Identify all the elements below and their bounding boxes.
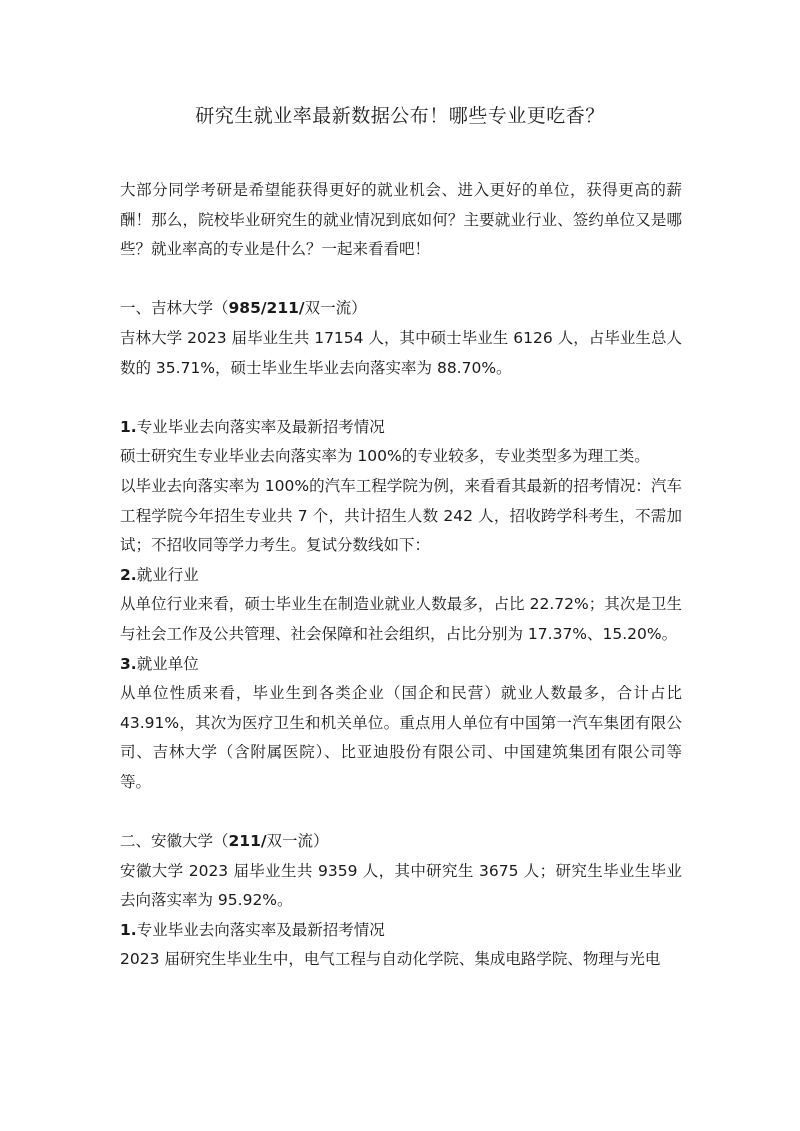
section1-sub3-title: 就业单位 xyxy=(136,654,199,673)
section1-sub1-paragraph-1: 硕士研究生专业毕业去向落实率为 100%的专业较多，专业类型多为理工类。 xyxy=(120,447,650,466)
spacer xyxy=(120,797,682,827)
section1-sub1-paragraph-2: 以毕业去向落实率为 100%的汽车工程学院为例，来看看其最新的招考情况：汽车工程学院今年招生专业共 7 个，共计招生人数 242 人，招收跨学科考生，不需加试；不招收同等学力考生。复试分数线如下： xyxy=(120,476,682,555)
section1-sub1-heading xyxy=(120,413,682,443)
section1-sub3-paragraph: 从单位性质来看，毕业生到各类企业（国企和民营）就业人数最多，合计占比 43.91%，其次为医疗卫生和机关单位。重点用人单位有中国第一汽车集团有限公司、吉林大学（含附属医院）、比亚迪股份有限公司、中国建筑集团有限公司等等。 xyxy=(120,684,682,791)
document-body xyxy=(120,176,682,975)
spacer xyxy=(120,265,682,295)
section1-heading xyxy=(120,294,682,324)
section1-heading-suffix: 双一流） xyxy=(304,299,367,318)
intro-paragraph: 大部分同学考研是希望能获得更好的就业机会、进入更好的单位，获得更高的薪酬！那么，院校毕业研究生的就业情况到底如何？主要就业行业、签约单位又是哪些？就业率高的专业是什么？一起来看看吧！ xyxy=(120,181,682,259)
page-title: 研究生就业率最新数据公布！哪些专业更吃香？ xyxy=(195,105,605,127)
section1-sub2-num: 2. xyxy=(120,565,137,584)
section2-heading-bold: 211/ xyxy=(228,832,267,851)
section1-sub1-num: 1. xyxy=(120,417,137,436)
section1-sub1-title: 专业毕业去向落实率及最新招考情况 xyxy=(136,417,385,436)
section2-sub1-num: 1. xyxy=(120,920,137,939)
section1-sub3-heading xyxy=(120,650,682,680)
section1-sub3-num: 3. xyxy=(120,654,137,673)
section2-summary: 安徽大学 2023 届毕业生共 9359 人，其中研究生 3675 人；研究生毕业生毕业去向落实率为 95.92%。 xyxy=(120,861,682,910)
section2-heading xyxy=(120,827,682,857)
section1-sub2-heading xyxy=(120,561,682,591)
section1-heading-bold: 985/211/ xyxy=(228,299,305,318)
spacer xyxy=(120,383,682,413)
section1-heading-prefix: 一、吉林大学（ xyxy=(120,299,229,318)
section2-sub1-heading xyxy=(120,916,682,946)
section2-heading-prefix: 二、安徽大学（ xyxy=(120,832,229,851)
section2-sub1-paragraph: 2023 届研究生毕业生中，电气工程与自动化学院、集成电路学院、物理与光电 xyxy=(120,950,661,969)
section2-sub1-title: 专业毕业去向落实率及最新招考情况 xyxy=(136,920,385,939)
section1-summary: 吉林大学 2023 届毕业生共 17154 人，其中硕士毕业生 6126 人，占毕业生总人数的 35.71%，硕士毕业生毕业去向落实率为 88.70%。 xyxy=(120,328,682,377)
section1-sub2-title: 就业行业 xyxy=(136,565,199,584)
section2-heading-suffix: 双一流） xyxy=(266,832,329,851)
section1-sub2-paragraph: 从单位行业来看，硕士毕业生在制造业就业人数最多，占比 22.72%；其次是卫生与社会工作及公共管理、社会保障和社会组织，占比分别为 17.37%、15.20%。 xyxy=(120,595,682,643)
